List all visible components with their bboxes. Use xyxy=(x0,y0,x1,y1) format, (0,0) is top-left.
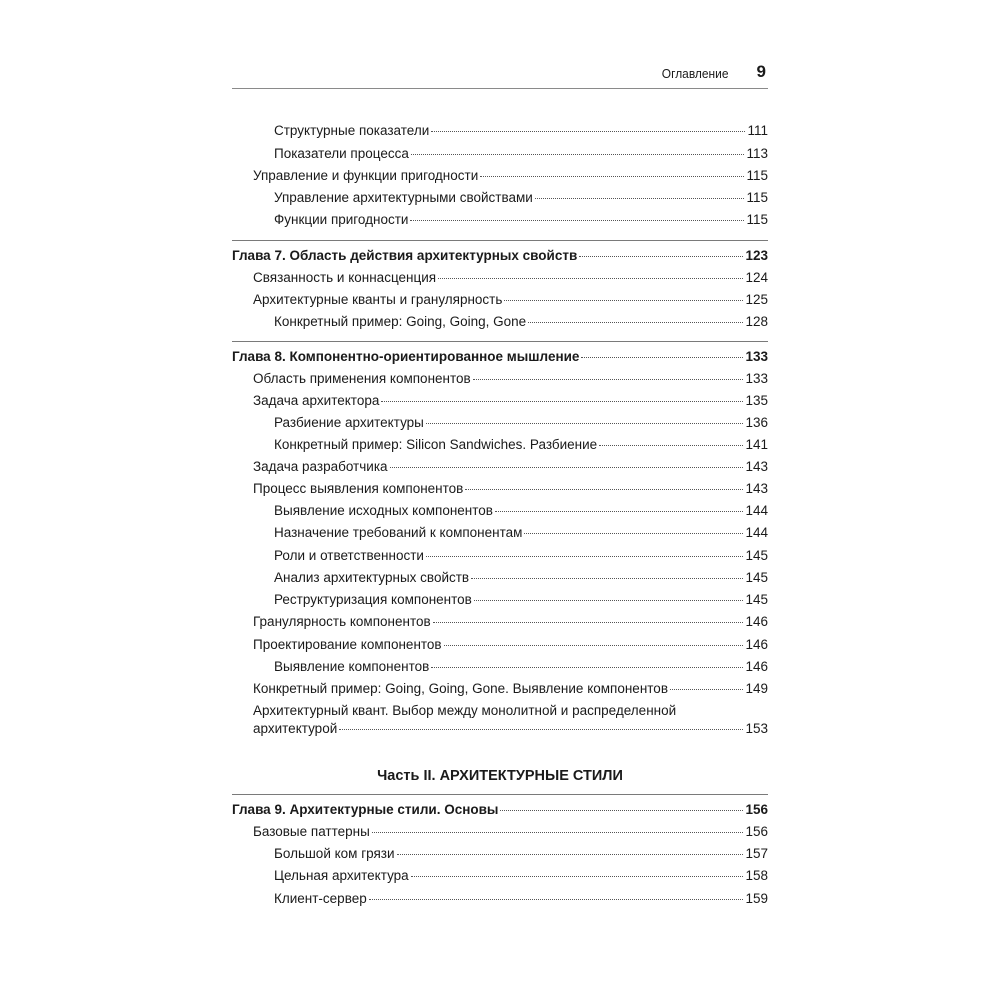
toc-leader xyxy=(381,400,743,402)
toc-entry-page: 115 xyxy=(746,168,768,183)
toc-entry[interactable] xyxy=(274,568,768,588)
toc-entry[interactable] xyxy=(274,590,768,610)
toc-leader xyxy=(426,555,744,557)
toc-entry-page: 153 xyxy=(745,721,768,736)
toc-leader xyxy=(500,809,743,811)
toc-entry-page: 149 xyxy=(745,681,768,696)
toc-leader xyxy=(471,577,743,579)
toc-chapter-7[interactable] xyxy=(232,246,768,266)
toc-entry-page: 159 xyxy=(745,891,768,906)
toc-entry-title: Управление и функции пригодности xyxy=(253,168,479,183)
toc-entry-title: Выявление исходных компонентов xyxy=(274,503,493,518)
toc-entry-page: 123 xyxy=(745,248,768,263)
toc-entry-page: 113 xyxy=(746,146,768,161)
toc-leader xyxy=(431,666,743,668)
toc-entry[interactable] xyxy=(253,166,768,186)
toc-leader xyxy=(444,644,744,646)
toc-leader xyxy=(495,510,744,512)
toc-chapter-9[interactable] xyxy=(232,800,768,820)
toc-entry[interactable] xyxy=(253,369,768,389)
chapter-separator xyxy=(232,240,768,241)
toc-entry[interactable] xyxy=(274,121,768,141)
toc-entry-page: 133 xyxy=(745,349,768,364)
toc-entry[interactable] xyxy=(274,435,768,455)
toc-entry-title: Цельная архитектура xyxy=(274,868,409,883)
toc-entry-title: Базовые паттерны xyxy=(253,824,370,839)
toc-entry-title: Конкретный пример: Going, Going, Gone xyxy=(274,314,527,329)
toc-entry-title: Глава 7. Область действия архитектурных свойств xyxy=(232,248,578,263)
toc-entry[interactable] xyxy=(253,479,768,499)
toc-leader xyxy=(426,422,744,424)
toc-entry-page: 111 xyxy=(747,123,768,138)
toc-entry-title: Структурные показатели xyxy=(274,123,430,138)
toc-leader xyxy=(410,219,744,221)
toc-entry-page: 143 xyxy=(745,481,768,496)
toc-entry[interactable] xyxy=(253,612,768,632)
toc-chapter-8[interactable] xyxy=(232,347,768,367)
toc-entry[interactable] xyxy=(274,144,768,164)
part-title[interactable]: Часть II. АРХИТЕКТУРНЫЕ СТИЛИ xyxy=(377,768,623,784)
toc-entry[interactable] xyxy=(274,413,768,433)
toc-entry-page: 124 xyxy=(745,270,768,285)
toc-entry-page: 145 xyxy=(745,592,768,607)
toc-entry-title: Область применения компонентов xyxy=(253,371,471,386)
toc-entry-title: Реструктуризация компонентов xyxy=(274,592,472,607)
toc-entry-page: 125 xyxy=(745,292,768,307)
toc-leader xyxy=(465,488,743,490)
toc-entry-title: Конкретный пример: Going, Going, Gone. Выявление компонентов xyxy=(253,681,668,696)
toc-entry[interactable] xyxy=(253,391,768,411)
toc-leader xyxy=(369,898,744,900)
toc-entry-page: 133 xyxy=(745,371,768,386)
page-number: 9 xyxy=(756,62,766,81)
toc-entry[interactable] xyxy=(253,719,768,739)
toc-entry-title: Задача архитектора xyxy=(253,393,380,408)
toc-entry-page: 143 xyxy=(745,459,768,474)
toc-entry-title: Выявление компонентов xyxy=(274,659,430,674)
toc-leader xyxy=(480,175,744,177)
toc-entry-page: 146 xyxy=(745,614,768,629)
toc-entry-page: 158 xyxy=(745,868,768,883)
running-header xyxy=(232,60,768,89)
toc-entry-page: 157 xyxy=(745,846,768,861)
toc-entry-page: 141 xyxy=(745,437,768,452)
toc-leader xyxy=(579,255,743,257)
toc-entry-title: Клиент-сервер xyxy=(274,891,367,906)
toc-entry-title: Большой ком грязи xyxy=(274,846,395,861)
toc-entry-title: Роли и ответственности xyxy=(274,548,424,563)
toc-entry-page: 115 xyxy=(746,190,768,205)
toc-entry-page: 156 xyxy=(745,802,768,817)
toc-entry-title: Управление архитектурными свойствами xyxy=(274,190,533,205)
toc-entry-page: 156 xyxy=(745,824,768,839)
toc-entry[interactable] xyxy=(274,657,768,677)
toc-entry-title: Гранулярность компонентов xyxy=(253,614,431,629)
toc-entry[interactable] xyxy=(253,290,768,310)
toc-leader xyxy=(411,875,744,877)
toc-entry-page: 146 xyxy=(745,659,768,674)
toc-entry[interactable] xyxy=(274,844,768,864)
running-header-title: Оглавление xyxy=(661,66,728,81)
toc-leader xyxy=(390,466,744,468)
toc-leader xyxy=(504,299,743,301)
toc-entry-title: Архитектурные кванты и гранулярность xyxy=(253,292,503,307)
toc-entry-page: 144 xyxy=(745,525,768,540)
toc-leader xyxy=(528,321,743,323)
toc-leader xyxy=(599,444,743,446)
toc-entry[interactable] xyxy=(274,210,768,230)
toc-entry-title: Конкретный пример: Silicon Sandwiches. Разбиение xyxy=(274,437,598,452)
toc-entry[interactable] xyxy=(253,457,768,477)
toc-entry-page: 135 xyxy=(745,393,768,408)
toc-entry-page: 128 xyxy=(745,314,768,329)
toc-entry[interactable] xyxy=(253,679,768,699)
toc-leader xyxy=(670,688,743,690)
toc-entry-page: 136 xyxy=(745,415,768,430)
toc-leader xyxy=(524,532,743,534)
toc-leader xyxy=(433,621,744,623)
toc-entry[interactable] xyxy=(274,523,768,543)
toc-entry-title: Показатели процесса xyxy=(274,146,409,161)
toc-leader xyxy=(372,831,744,833)
toc-entry[interactable] xyxy=(274,889,768,909)
toc-entry-title: Анализ архитектурных свойств xyxy=(274,570,470,585)
toc-entry-page: 115 xyxy=(746,212,768,227)
toc-leader xyxy=(339,728,743,730)
toc-entry[interactable] xyxy=(274,501,768,521)
toc-entry-page: 145 xyxy=(745,570,768,585)
toc-entry-title: Проектирование компонентов xyxy=(253,637,442,652)
toc-entry[interactable] xyxy=(253,822,768,842)
toc-leader xyxy=(431,130,745,132)
toc-leader xyxy=(474,599,744,601)
toc-leader xyxy=(397,853,744,855)
toc-leader xyxy=(438,277,743,279)
toc-entry[interactable] xyxy=(274,866,768,886)
toc-entry-title: Разбиение архитектуры xyxy=(274,415,424,430)
toc-entry-page: 144 xyxy=(745,503,768,518)
toc-entry-title: Функции пригодности xyxy=(274,212,409,227)
toc-entry-page: 146 xyxy=(745,637,768,652)
toc-entry-title-line1[interactable]: Архитектурный квант. Выбор между монолитной и распределенной xyxy=(253,703,677,718)
toc-entry[interactable] xyxy=(274,312,768,332)
toc-entry[interactable] xyxy=(253,635,768,655)
toc-entry-title: Глава 8. Компонентно-ориентированное мышление xyxy=(232,349,580,364)
toc-entry-title: Назначение требований к компонентам xyxy=(274,525,523,540)
toc-entry-page: 145 xyxy=(745,548,768,563)
toc-entry-title: Связанность и коннасценция xyxy=(253,270,437,285)
chapter-separator xyxy=(232,341,768,342)
toc-entry[interactable] xyxy=(274,546,768,566)
toc-entry-title: Задача разработчика xyxy=(253,459,388,474)
toc-entry-title: Процесс выявления компонентов xyxy=(253,481,464,496)
toc-entry-title: архитектурой xyxy=(253,721,338,736)
toc-entry[interactable] xyxy=(253,268,768,288)
toc-leader xyxy=(411,153,745,155)
toc-leader xyxy=(473,378,744,380)
toc-entry[interactable] xyxy=(274,188,768,208)
toc-entry-title: Глава 9. Архитектурные стили. Основы xyxy=(232,802,499,817)
toc-leader xyxy=(581,356,743,358)
chapter-separator xyxy=(232,794,768,795)
toc-leader xyxy=(535,197,745,199)
